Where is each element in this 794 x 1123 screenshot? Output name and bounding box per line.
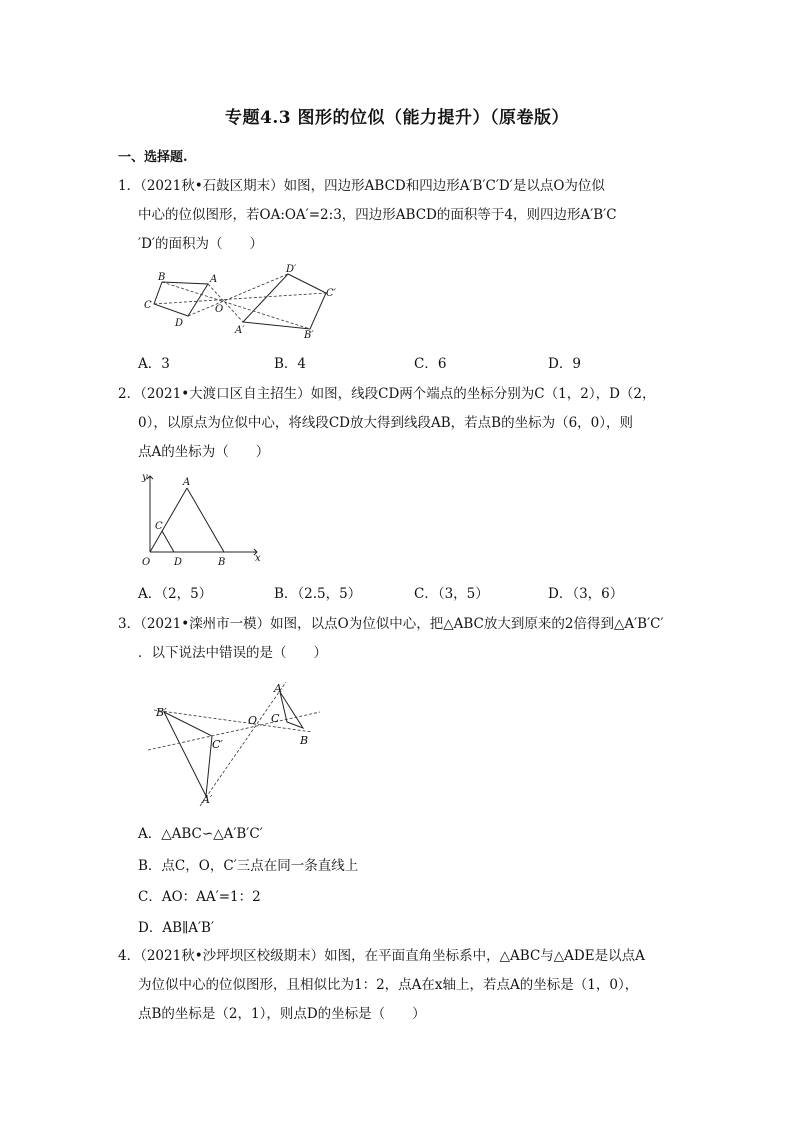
label-a-prime: A′	[235, 325, 245, 336]
line-b-b-prime	[162, 282, 310, 329]
q2-choice-d[interactable]: D．（3，6）	[548, 586, 624, 602]
label-b-prime: B′	[156, 706, 167, 719]
label-b-prime: B′	[304, 330, 314, 340]
q1-choice-b[interactable]: B．4	[274, 356, 307, 372]
q1-figure	[138, 262, 348, 340]
q2-line-3: 点A的坐标为（ ）	[138, 444, 270, 460]
q2-line-1: 2．（2021•大渡口区自主招生）如图，线段CD两个端点的坐标分别为C（1，2），D（2，	[118, 386, 656, 402]
quad-a-prime-b-prime-c-prime-d-prime	[243, 274, 326, 329]
label-c-prime: C′	[212, 738, 223, 751]
q1-choice-d[interactable]: D．9	[548, 356, 581, 372]
triangle-a-prime-b-prime-c-prime	[164, 712, 212, 796]
label-d: D	[175, 318, 184, 329]
label-b: B	[158, 272, 166, 283]
label-y: y	[142, 472, 148, 483]
q3-option-c[interactable]: C．AO：AA′=1：2	[138, 889, 261, 905]
q2-choice-a[interactable]: A．（2，5）	[138, 586, 213, 602]
triangle-abc	[280, 692, 303, 728]
label-d: D	[174, 557, 183, 568]
q4-line-3: 点B的坐标是（2，1），则点D的坐标是（ ）	[138, 1006, 426, 1022]
label-o: O	[215, 304, 224, 315]
label-c: C	[144, 300, 152, 311]
question-4	[118, 942, 678, 1029]
q2-line-2: 0），以原点为位似中心，将线段CD放大得到线段AB，若点B的坐标为（6，0），则	[138, 415, 634, 431]
label-x: x	[255, 553, 261, 564]
label-o: O	[248, 714, 258, 727]
q4-line-1: 4．（2021秋•沙坪坝区校级期末）如图，在平面直角坐标系中，△ABC与△ADE是以点A	[118, 948, 645, 964]
question-2	[118, 380, 678, 467]
label-a: A	[183, 477, 191, 488]
q3-option-a[interactable]: A．△ABC∽△A′B′C′	[138, 826, 263, 842]
label-b: B	[300, 734, 309, 747]
q4-line-2: 为位似中心的位似图形，且相似比为1：2，点A在x轴上，若点A的坐标是（1，0），	[138, 977, 639, 993]
q3-option-b[interactable]: B．点C，O，C′三点在同一条直线上	[138, 858, 359, 874]
line-a-a-prime	[208, 284, 243, 322]
q2-choice-c[interactable]: C．（3，5）	[414, 586, 489, 602]
q1-line-1: 1．（2021秋•石鼓区期末）如图，四边形ABCD和四边形A′B′C′D′是以点O为位似	[118, 178, 605, 194]
q1-line-3: ′D′的面积为（ ）	[138, 236, 263, 252]
q2-figure	[138, 470, 268, 572]
label-c-prime: C′	[326, 288, 336, 299]
q1-choice-c[interactable]: C．6	[414, 356, 447, 372]
q1-choice-a[interactable]: A．3	[138, 356, 170, 372]
label-a: A	[274, 682, 282, 695]
label-b: B	[218, 557, 226, 568]
line-b-b-prime	[154, 710, 312, 732]
q3-figure	[140, 672, 325, 807]
question-1	[118, 172, 678, 259]
line-c-c-prime	[154, 293, 326, 304]
question-3	[118, 610, 678, 668]
segment-ab	[187, 488, 224, 552]
label-d-prime: D′	[286, 264, 297, 275]
label-a-prime: A′	[202, 793, 213, 806]
segment-cd	[162, 531, 174, 552]
label-o: O	[142, 557, 151, 568]
q3-line-1: 3．（2021•滦州市一模）如图，以点O为位似中心，把△ABC放大到原来的2倍得到△A′B′C′	[118, 616, 664, 632]
line-d-d-prime	[188, 274, 288, 316]
q2-choice-b[interactable]: B．（2.5，5）	[274, 586, 362, 602]
label-c: C	[271, 712, 280, 725]
q3-option-d[interactable]: D．AB∥A′B′	[138, 920, 215, 936]
q3-line-2: ．以下说法中错误的是（ ）	[138, 645, 327, 661]
q1-line-2: 中心的位似图形，若OA:OA′=2:3，四边形ABCD的面积等于4，则四边形A′B′C	[138, 207, 617, 223]
label-a: A	[210, 274, 218, 285]
label-c: C	[155, 521, 163, 532]
section-heading: 一、选择题.	[118, 150, 188, 165]
page-title: 专题4.3 图形的位似（能力提升）（原卷版）	[225, 108, 569, 128]
